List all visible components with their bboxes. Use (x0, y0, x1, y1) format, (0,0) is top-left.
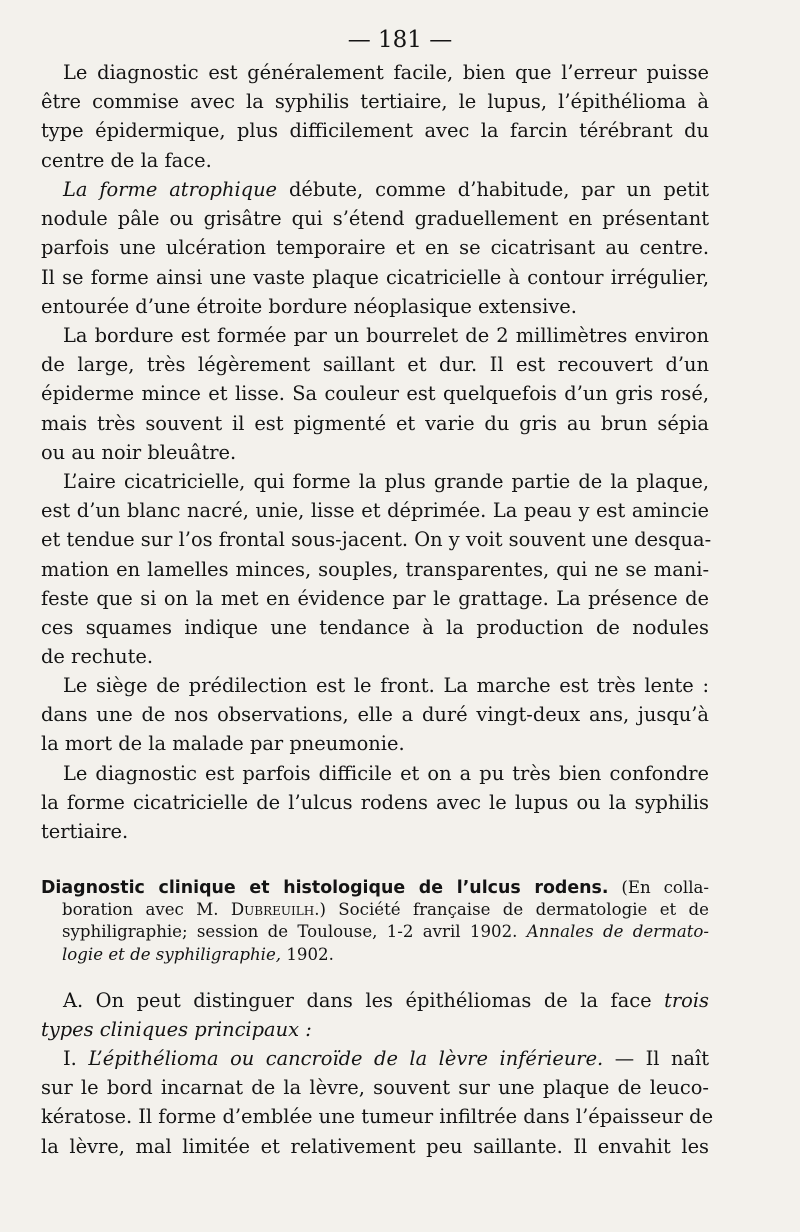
text-run: (En colla- (608, 878, 709, 897)
text-run: boration avec M. (62, 900, 231, 920)
text-line: Le siège de prédilection est le front. La marche est très lente : (63, 674, 709, 697)
italic-term: L’épithélioma ou cancroïde de la lèvre inférieure. (88, 1047, 604, 1070)
text-line: de large, très légèrement saillant et dur. Il est recouvert d’un (41, 353, 709, 377)
heading-title: Diagnostic clinique et histologique de l’ulcus rodens. (41, 878, 609, 898)
text-line: ou au noir bleuâtre. (41, 440, 237, 464)
text-line: La bordure est formée par un bourrelet de 2 millimètres environ (63, 324, 709, 347)
text-line: Le diagnostic est généralement facile, bien que l’erreur puisse (63, 61, 709, 84)
heading-line (41, 899, 709, 921)
text-run: syphiligraphie; session de Toulouse, 1-2 avril 1902. (62, 922, 527, 942)
text-line: épiderme mince et lisse. Sa couleur est quelquefois d’un gris rosé, (41, 382, 709, 406)
text-line: Le diagnostic est parfois difficile et on a pu très bien confondre (63, 762, 709, 785)
text-line: et tendue sur l’os frontal sous-jacent. On y voit souvent une desqua- (41, 528, 712, 552)
text-line: parfois une ulcération temporaire et en se cicatrisant au centre. (41, 236, 709, 260)
text-line: centre de la face. (41, 148, 212, 172)
paragraph-scar-area (41, 467, 712, 671)
text-run: I. (63, 1047, 89, 1070)
text-run: A. On peut distinguer dans les épithéliomas de la face (63, 989, 665, 1012)
journal-title: Annales de dermato- (526, 922, 710, 942)
text-line: mais très souvent il est pigmenté et varie du gris au brun sépia (41, 411, 709, 435)
text-line (41, 1044, 709, 1073)
italic-term: trois (664, 989, 709, 1012)
text-line: mation en lamelles minces, souples, transparentes, qui ne se mani- (41, 557, 709, 581)
bibliographic-heading (41, 877, 709, 966)
text-run: — Il naît (603, 1047, 709, 1070)
text-line: entourée d’une étroite bordure néoplasique extensive. (41, 294, 577, 318)
paragraph-section-a (41, 986, 709, 1044)
italic-term: types cliniques principaux : (41, 1018, 312, 1042)
text-line: est d’un blanc nacré, unie, lisse et déprimée. La peau y est amincie (41, 499, 709, 523)
text-line: L’aire cicatricielle, qui forme la plus grande partie de la plaque, (63, 470, 709, 493)
paragraph-section-i (41, 1044, 714, 1161)
text-line (41, 175, 709, 204)
journal-title: logie et de syphiligraphie, (62, 944, 282, 964)
text-line: Il se forme ainsi une vaste plaque cicatricielle à contour irrégulier, (41, 265, 709, 289)
text-line: kératose. Il forme d’emblée une tumeur infiltrée dans l’épaisseur de (41, 1105, 714, 1129)
text-line: dans une de nos observations, elle a duré vingt-deux ans, jusqu’à (41, 703, 709, 727)
page-number: — 181 — (347, 27, 453, 53)
text-line: la mort de la malade par pneumonie. (41, 732, 405, 756)
text-line: tertiaire. (41, 820, 129, 844)
author-name: Dubreuilh (230, 900, 315, 920)
italic-term: La forme atrophique (63, 178, 278, 201)
heading-line (41, 921, 709, 943)
text-line: sur le bord incarnat de la lèvre, souvent sur une plaque de leuco- (41, 1076, 709, 1100)
heading-line (41, 944, 709, 966)
text-run: débute, comme d’habitude, par un petit (277, 178, 709, 201)
paragraph-predilection (41, 671, 709, 759)
text-line: la forme cicatricielle de l’ulcus rodens avec le lupus ou la syphilis (41, 791, 709, 815)
text-line: de rechute. (41, 645, 154, 669)
text-line: feste que si on la met en évidence par le grattage. La présence de (41, 586, 709, 610)
text-line: type épidermique, plus difficilement avec la farcin térébrant du (41, 119, 709, 143)
text-line: ces squames indique une tendance à la production de nodules (41, 615, 709, 639)
text-line: la lèvre, mal limitée et relativement peu saillante. Il envahit les (41, 1134, 709, 1158)
paragraph-border (41, 321, 709, 467)
paragraph-confusion (41, 759, 709, 847)
text-run: 1902. (281, 944, 334, 964)
text-line: être commise avec la syphilis tertiaire, le lupus, l’épithélioma à (41, 90, 709, 114)
heading-line (41, 877, 709, 899)
text-line: nodule pâle ou grisâtre qui s’étend graduellement en présentant (41, 207, 709, 231)
paragraph-diagnostic (41, 58, 709, 175)
paragraph-atrophic-form (41, 175, 709, 321)
text-line (41, 1015, 709, 1044)
text-run: .) Société française de dermatologie et de (314, 900, 709, 920)
text-line (41, 986, 709, 1015)
